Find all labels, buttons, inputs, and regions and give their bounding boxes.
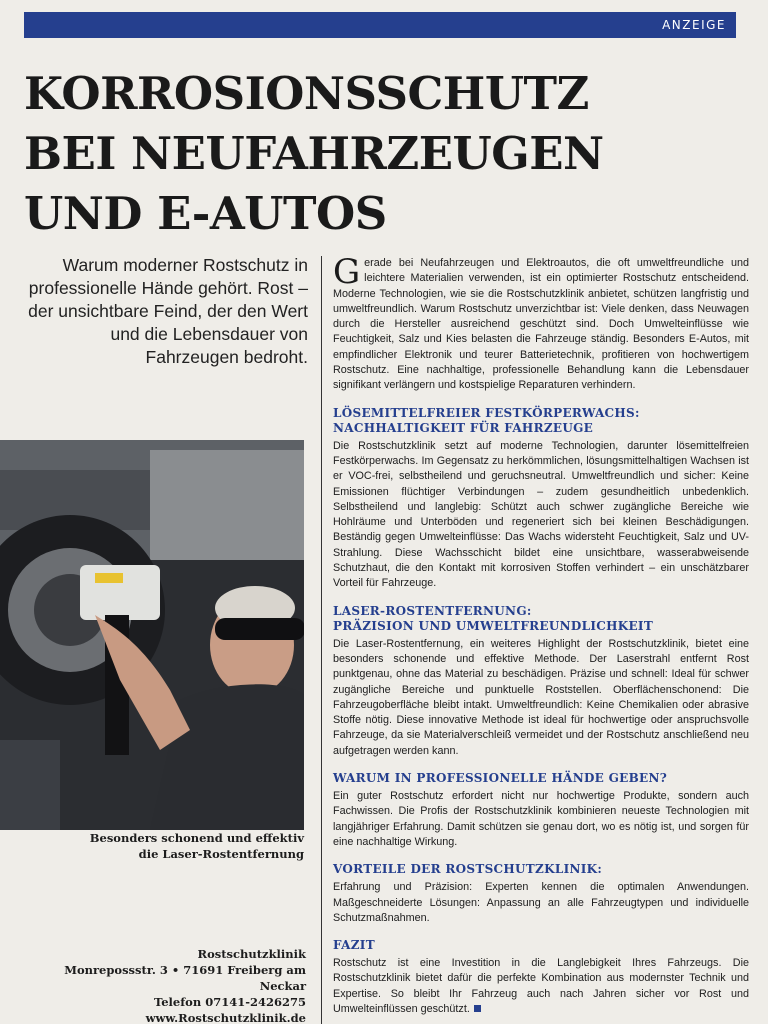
photo-illustration <box>0 440 304 830</box>
section-body-professional: Ein guter Rostschutz erfordert nicht nur hochwertige Produkte, sondern auch Fachwissen. Die Profis der Rostschutzklinik kombinieren neueste Technologien mit langjähriger Erfahrung. Damit schützen sie genau dort, wo es nötig ist, und sorgen für eine nachhaltige Wirkung. <box>333 790 749 848</box>
column-divider <box>321 256 322 1024</box>
section-body-wachs: Die Rostschutzklinik setzt auf moderne Technologien, darunter lösemittelfreien Festkörperwachs. Im Gegensatz zu herkömmlichen, lösungsmittelhaltigen Wachsen ist er VOC-frei, selbstheilend und geruchsneutral. Umweltfreundlich und sicher: Keine Emissionen flüchtiger Verbindungen – zudem gesundheitlich unbedenklich. Selbstheilend und langlebig: Schützt auch schwer zugängliche Bereiche wie Hohlräume und Unterböden und regeneriert sich bei kleinen Beschädigungen. Beständig gegen Umwelteinflüsse: Das Wachs widersteht Feuchtigkeit, Salz und UV-Strahlung. Diese Wachsschicht bildet eine unsichtbare, wasserabweisende Schutzhaut, die den Kontakt mit korrosiven Stoffen verhindert – ein unschätzbarer Vorteil für Fahrzeuge. <box>333 439 749 590</box>
headline-line-2: BEI NEUFAHRZEUGEN <box>24 127 604 180</box>
headline-line-1: KORROSIONSSCHUTZ <box>24 67 589 120</box>
section-heading-conclusion: FAZIT <box>333 938 375 953</box>
intro-text: Warum moderner Rostschutz in professionelle Hände gehört. Rost – der unsichtbare Feind, der den Wert und die Lebensdauer von Fahrzeugen bedroht. <box>28 255 308 367</box>
section-body-laser: Die Laser-Rostentfernung, ein weiteres Highlight der Rostschutzklinik, bietet eine besonders schonende und effektive Methode. Der Laserstrahl entfernt Rost punktgenau, ohne das Material zu beschädigen. Präzise und schnell: Ideal für schwer zugängliche Bereiche und punktuelle Roststellen. Oberflächenschonend: Die Fahrzeugoberfläche bleibt intakt. Umweltfreundlich: Keine Chemikalien oder abrasive Stoffe nötig. Diese innovative Methode ist ideal für hochwertige oder anspruchsvolle Fahrzeuge, da sie Materialverschleiß vermeidet und der Rostschutz anschließend neu aufgetragen werden kann. <box>333 637 749 757</box>
section-body-conclusion: Rostschutz ist eine Investition in die Langlebigkeit Ihres Fahrzeugs. Die Rostschutzklinik bietet dafür die perfekte Kombination aus modernster Technik und Expertise. So bleibt Ihr Fahrzeug auch nach Jahren sicher vor Rost und Umwelteinflüssen geschützt. <box>333 957 749 1015</box>
company-phone: Telefon 07141-2426275 <box>153 995 306 1009</box>
advertisement-label: ANZEIGE <box>662 18 726 32</box>
end-mark-square-icon <box>474 1005 481 1012</box>
section-body-advantages: Erfahrung und Präzision: Experten kennen die optimalen Anwendungen. Maßgeschneiderte Lösungen: Anpassung an alle Fahrzeugtypen und individuelle Schutzmaßnahmen. <box>333 881 749 924</box>
section-heading-laser: LASER-ROSTENTFERNUNG: PRÄZISION UND UMWELTFREUNDLICHKEIT <box>333 603 654 633</box>
section-heading-wachs: LÖSEMITTELFREIER FESTKÖRPERWACHS: NACHHALTIGKEIT FÜR FAHRZEUGE <box>333 405 640 435</box>
page-title <box>24 64 740 244</box>
top-accent-bar <box>24 12 736 38</box>
headline-line-3: UND E-AUTOS <box>24 187 387 240</box>
contact-block <box>40 946 306 1024</box>
caption-line-2: die Laser-Rostentfernung <box>138 847 304 861</box>
drop-cap: G <box>333 252 361 292</box>
section-heading-advantages: VORTEILE DER ROSTSCHUTZKLINIK: <box>333 862 603 877</box>
laser-rust-removal-photo <box>0 440 304 830</box>
article-column <box>333 252 749 1024</box>
company-name: Rostschutzklinik <box>197 947 306 961</box>
photo-caption <box>40 830 304 862</box>
caption-line-1: Besonders schonend und effektiv <box>89 831 304 845</box>
lead-paragraph <box>333 252 749 394</box>
section-heading-professional: WARUM IN PROFESSIONELLE HÄNDE GEBEN? <box>333 771 668 786</box>
company-address: Monrepossstr. 3 • 71691 Freiberg am Neckar <box>64 963 306 993</box>
lead-text: erade bei Neufahrzeugen und Elektroautos, die oft umweltfreundliche und leichtere Materialien verwenden, ist ein optimierter Rostschutz entscheidend. Moderne Technologien, wie sie die Rostschutzklinik anbietet, schützen langfristig und umweltfreundlich. Warum Rostschutz unverzichtbar ist: Viele denken, dass Neuwagen durch die Hersteller ausreichend geschützt sind. Doch Umwelteinflüsse wie Feuchtigkeit, Salz und Kies belasten die Fahrzeuge ständig. Besonders E-Autos, mit empfindlicher Elektronik und teurer Batterietechnik, profitieren von hochwertigem Rostschutz. Eine nachhaltige, professionelle Behandlung kann die Lebensdauer signifikant verlängern und kostspielige Reparaturen verhindern. <box>333 257 749 392</box>
company-website: www.Rostschutzklinik.de <box>145 1011 306 1024</box>
